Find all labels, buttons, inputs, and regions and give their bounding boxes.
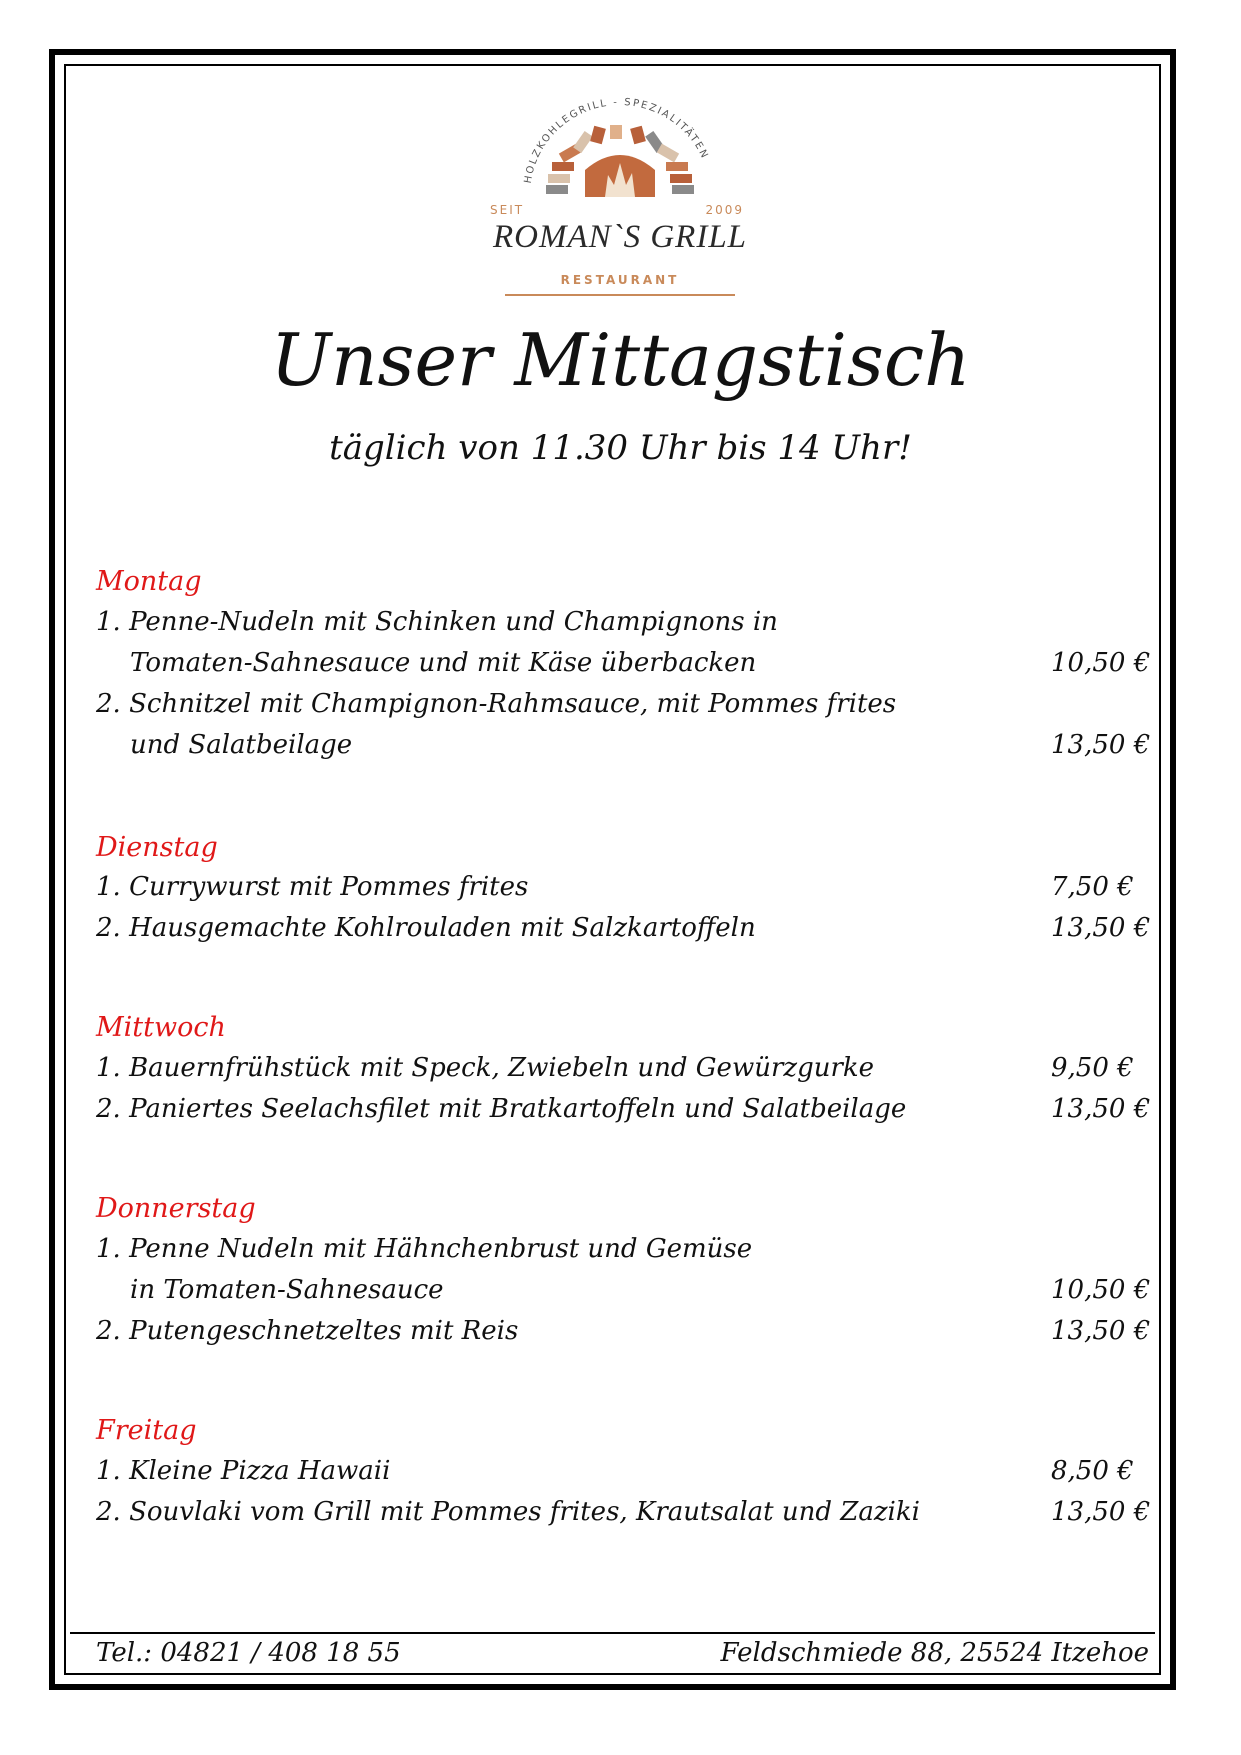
- menu-item-text: Tomaten-Sahnesauce und mit Käse überbacken: [130, 648, 757, 678]
- logo-subtitle: RESTAURANT: [560, 273, 680, 287]
- menu-item-text: 2. Paniertes Seelachsfilet mit Bratkartoffeln und Salatbeilage: [96, 1094, 907, 1124]
- menu-item-price: 9,50 €: [1051, 1053, 1134, 1083]
- day-heading-donnerstag: Donnerstag: [96, 1193, 256, 1224]
- day-heading-dienstag: Dienstag: [96, 832, 218, 863]
- menu-item-price: 7,50 €: [1051, 872, 1134, 902]
- day-heading-montag: Montag: [96, 566, 202, 597]
- menu-item-text: 1. Currywurst mit Pommes frites: [96, 872, 529, 902]
- menu-item-price: 13,50 €: [1051, 1094, 1151, 1124]
- menu-item-price: 13,50 €: [1051, 913, 1151, 943]
- restaurant-logo: [490, 85, 750, 300]
- footer-phone: Tel.: 04821 / 408 18 55: [96, 1638, 401, 1668]
- logo-year: 2009: [705, 203, 744, 217]
- logo-brand-name: ROMAN`S GRILL: [492, 219, 748, 255]
- menu-item-price: 13,50 €: [1051, 730, 1151, 760]
- footer-address: Feldschmiede 88, 25524 Itzehoe: [720, 1638, 1149, 1668]
- footer-divider: [70, 1632, 1155, 1634]
- menu-item-price: 8,50 €: [1051, 1456, 1134, 1486]
- menu-item-text: 1. Penne Nudeln mit Hähnchenbrust und Gemüse: [96, 1234, 753, 1264]
- menu-item-price: 10,50 €: [1051, 648, 1151, 678]
- menu-item-price: 10,50 €: [1051, 1275, 1151, 1305]
- day-heading-freitag: Freitag: [96, 1415, 197, 1446]
- menu-item-text: 1. Bauernfrühstück mit Speck, Zwiebeln und Gewürzgurke: [96, 1053, 875, 1083]
- menu-item-text: und Salatbeilage: [130, 730, 353, 760]
- day-heading-mittwoch: Mittwoch: [96, 1012, 226, 1043]
- logo-seit: SEIT: [490, 203, 525, 217]
- menu-item-text: 2. Putengeschnetzeltes mit Reis: [96, 1316, 519, 1346]
- oven-logo-icon: [490, 85, 750, 215]
- inner-border: [64, 64, 1161, 1675]
- menu-item-text: 2. Schnitzel mit Champignon-Rahmsauce, mit Pommes frites: [96, 689, 897, 719]
- menu-item-text: 1. Kleine Pizza Hawaii: [96, 1456, 391, 1486]
- page-title: Unser Mittagstisch: [270, 318, 971, 402]
- logo-underline: [505, 294, 735, 296]
- menu-item-text: 2. Hausgemachte Kohlrouladen mit Salzkartoffeln: [96, 913, 756, 943]
- menu-item-text: 2. Souvlaki vom Grill mit Pommes frites, Krautsalat und Zaziki: [96, 1497, 920, 1527]
- menu-item-text: in Tomaten-Sahnesauce: [130, 1275, 444, 1305]
- page-subtitle: täglich von 11.30 Uhr bis 14 Uhr!: [329, 428, 912, 468]
- menu-item-text: 1. Penne-Nudeln mit Schinken und Champignons in: [96, 607, 778, 637]
- menu-item-price: 13,50 €: [1051, 1316, 1151, 1346]
- menu-item-price: 13,50 €: [1051, 1497, 1151, 1527]
- logo-arc-text: HOLZKOHLEGRILL - SPEZIALITÄTEN: [522, 96, 711, 185]
